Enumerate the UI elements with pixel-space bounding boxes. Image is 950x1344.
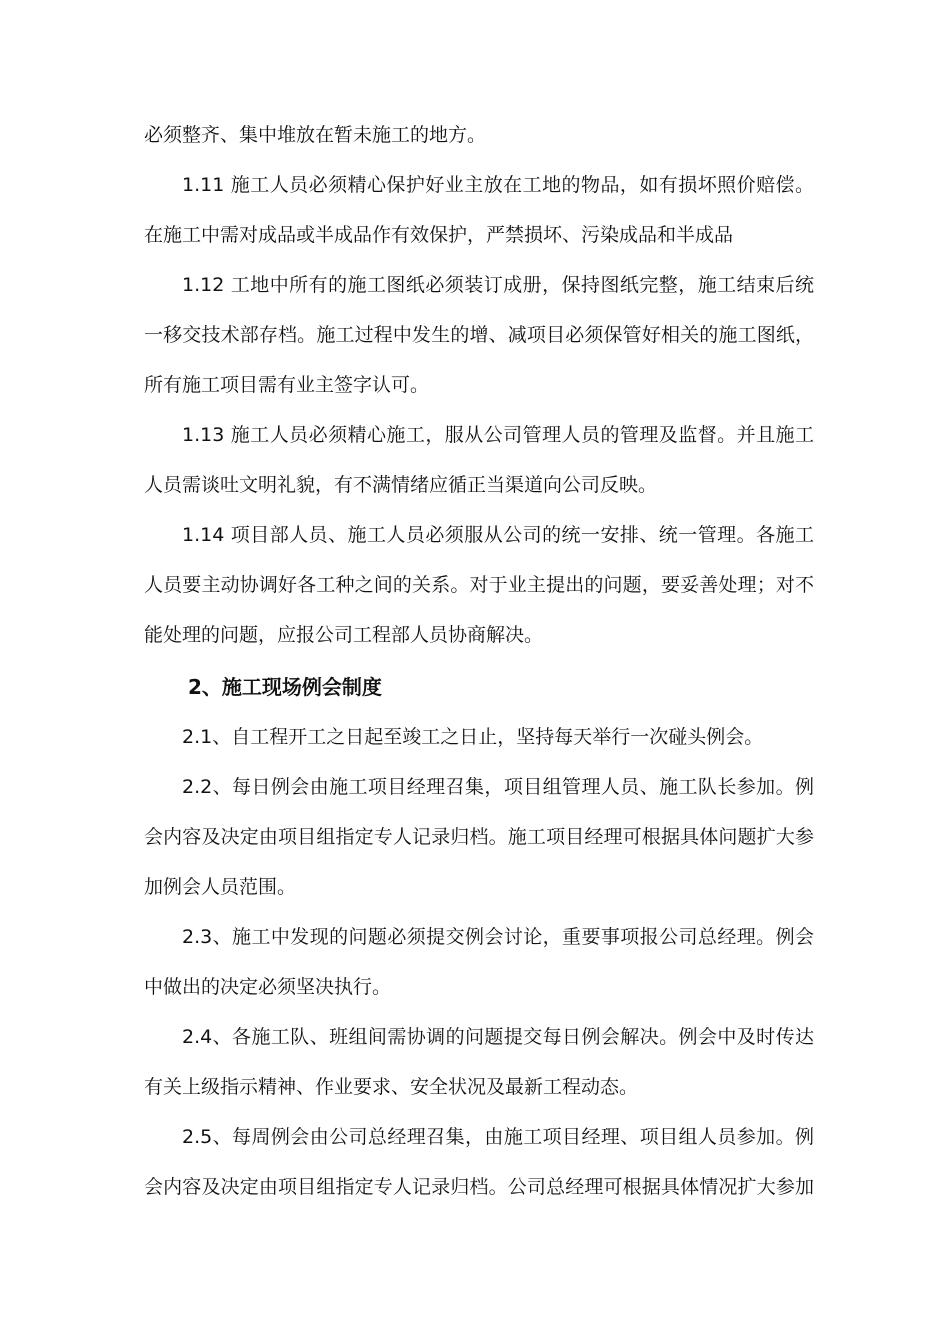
paragraph-line: 在施工中需对成品或半成品作有效保护，严禁损坏、污染成品和半成品	[144, 224, 734, 246]
paragraph-line: 会内容及决定由项目组指定专人记录归档。公司总经理可根据具体情况扩大参加	[144, 1176, 814, 1198]
paragraph-line: 1.12 工地中所有的施工图纸必须装订成册，保持图纸完整，施工结束后统	[182, 274, 814, 296]
paragraph-line: 一移交技术部存档。施工过程中发生的增、减项目必须保管好相关的施工图纸，	[144, 324, 814, 346]
paragraph-line: 2.2、每日例会由施工项目经理召集，项目组管理人员、施工队长参加。例	[182, 776, 814, 798]
paragraph-line: 2.5、每周例会由公司总经理召集，由施工项目经理、项目组人员参加。例	[182, 1126, 814, 1148]
paragraph-line: 会内容及决定由项目组指定专人记录归档。施工项目经理可根据具体问题扩大参	[144, 826, 814, 848]
paragraph-line: 人员需谈吐文明礼貌，有不满情绪应循正当渠道向公司反映。	[144, 474, 658, 496]
paragraph-line: 2.4、各施工队、班组间需协调的问题提交每日例会解决。例会中及时传达	[182, 1026, 814, 1048]
paragraph-line: 能处理的问题，应报公司工程部人员协商解决。	[144, 624, 544, 646]
paragraph-line: 必须整齐、集中堆放在暂未施工的地方。	[144, 124, 487, 146]
paragraph-line: 中做出的决定必须坚决执行。	[144, 976, 392, 998]
paragraph-line: 加例会人员范围。	[144, 876, 297, 898]
paragraph-line: 人员要主动协调好各工种之间的关系。对于业主提出的问题，要妥善处理；对不	[144, 574, 814, 596]
paragraph-line: 2.3、施工中发现的问题必须提交例会讨论，重要事项报公司总经理。例会	[182, 926, 814, 948]
paragraph-line: 2.1、自工程开工之日起至竣工之日止，坚持每天举行一次碰头例会。	[182, 726, 764, 748]
paragraph-line: 1.13 施工人员必须精心施工，服从公司管理人员的管理及监督。并且施工	[182, 424, 814, 446]
paragraph-line: 有关上级指示精神、作业要求、安全状况及最新工程动态。	[144, 1076, 639, 1098]
paragraph-line: 所有施工项目需有业主签字认可。	[144, 374, 430, 396]
paragraph-line: 1.11 施工人员必须精心保护好业主放在工地的物品，如有损坏照价赔偿。	[182, 174, 814, 196]
paragraph-line: 1.14 项目部人员、施工人员必须服从公司的统一安排、统一管理。各施工	[182, 524, 814, 546]
section-heading: 2、施工现场例会制度	[188, 675, 382, 699]
